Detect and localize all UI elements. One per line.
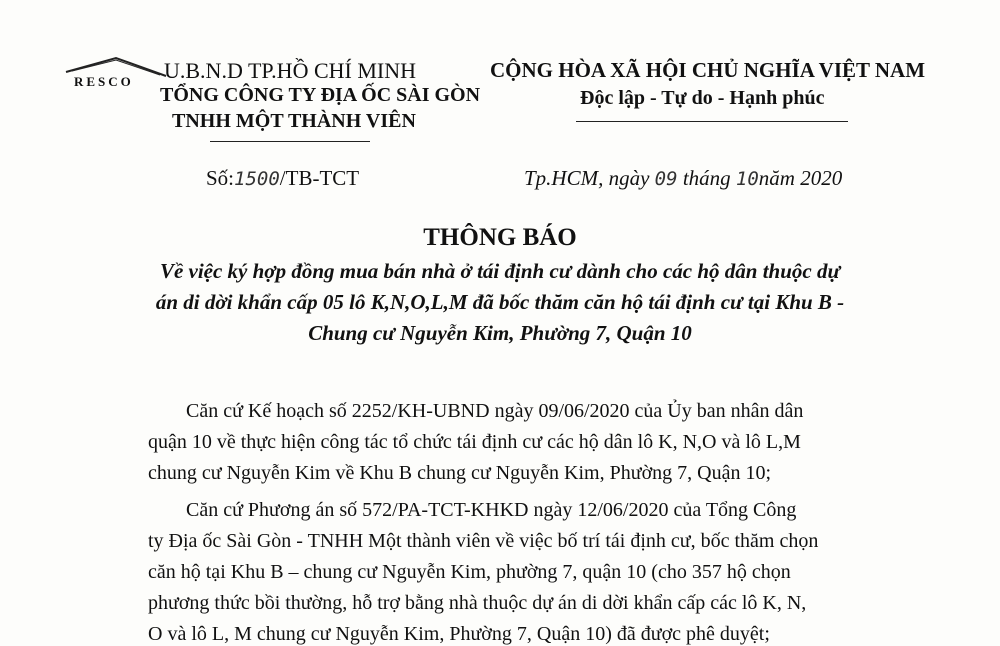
subtitle-line-3: Chung cư Nguyễn Kim, Phường 7, Quận 10 [308,321,692,345]
date-month-handwritten: 10 [735,168,759,190]
date-part-1: Tp.HCM, ngày [524,166,655,190]
body-line: phương thức bồi thường, hỗ trợ bằng nhà thuộc dự án di dời khẩn cấp các lô K, N, [148,592,807,614]
body-line: ty Địa ốc Sài Gòn - TNHH Một thành viên về việc bố trí tái định cư, bốc thăm chọn [148,530,819,552]
motto: Độc lập - Tự do - Hạnh phúc [580,87,825,109]
org-divider [210,141,370,142]
doc-number-prefix: Số: [206,166,235,190]
motto-divider [576,121,848,122]
body-line: O và lô L, M chung cư Nguyễn Kim, Phường 7, Quận 10) đã được phê duyệt; [148,623,770,645]
document-number [206,166,359,191]
document-title: THÔNG BÁO [423,224,577,251]
body-line: quận 10 về thực hiện công tác tổ chức tái định cư các hộ dân lô K, N,O và lô L,M [148,431,801,453]
org-line-3: TNHH MỘT THÀNH VIÊN [172,110,416,132]
body-line: chung cư Nguyễn Kim về Khu B chung cư Nguyễn Kim, Phường 7, Quận 10; [148,462,772,484]
subtitle-line-2: án di dời khẩn cấp 05 lô K,N,O,L,M đã bốc thăm căn hộ tái định cư tại Khu B - [155,290,845,314]
doc-number-handwritten: 1500 [234,168,280,190]
doc-number-suffix: /TB-TCT [279,166,360,190]
org-line-2: TỔNG CÔNG TY ĐỊA ỐC SÀI GÒN [160,84,481,106]
date-part-3: năm 2020 [758,166,843,190]
date-day-handwritten: 09 [654,168,678,190]
body-line: căn hộ tại Khu B – chung cư Nguyễn Kim, phường 7, quận 10 (cho 357 hộ chọn [148,561,791,583]
nation-heading: CỘNG HÒA XÃ HỘI CHỦ NGHĨA VIỆT NAM [490,58,926,82]
logo-text: RESCO [74,74,134,89]
org-line-1: U.B.N.D TP.HỒ CHÍ MINH [164,58,417,83]
body-line: Căn cứ Kế hoạch số 2252/KH-UBND ngày 09/06/2020 của Ủy ban nhân dân [186,400,804,422]
resco-logo [64,54,168,96]
date-part-2: tháng [677,166,736,190]
body-line: Căn cứ Phương án số 572/PA-TCT-KHKD ngày 12/06/2020 của Tổng Công [186,499,797,521]
subtitle-line-1: Về việc ký hợp đồng mua bán nhà ở tái định cư dành cho các hộ dân thuộc dự [159,259,841,283]
date-line [524,166,842,191]
